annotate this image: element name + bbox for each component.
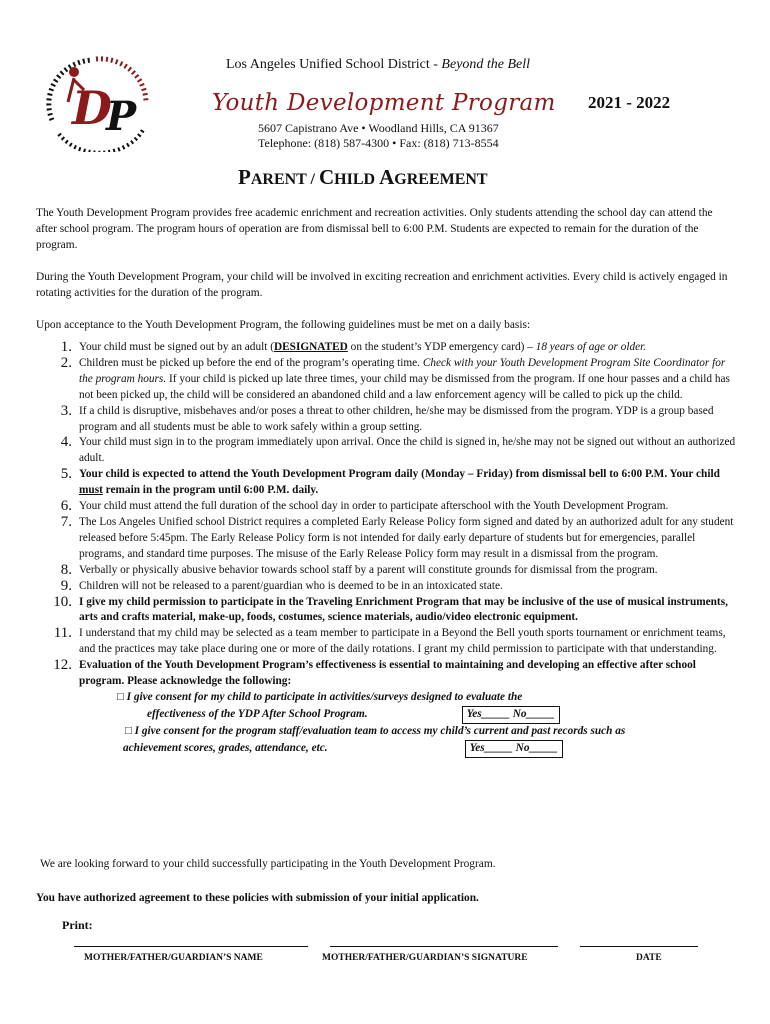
page-title: PARENT / CHILD AGREEMENT	[238, 165, 488, 189]
phone-fax: Telephone: (818) 587-4300 • Fax: (818) 713-8554	[258, 136, 499, 150]
list-item: 12. Evaluation of the Youth Development Program’s effectiveness is essential to maintaining and developing an effective after school program. Please acknowledge the following: □ I give consent for my child to participate in activities/surveys designed to evaluate the effectiveness of the YDP After School Program. Yes_____ No_____ □ I give consent for the program staff/evaluation team to access my child’s current and past records such as achievement scores, grades, attendance, etc. Yes_____ No_____	[36, 658, 736, 757]
name-line[interactable]	[74, 946, 308, 947]
list-item: 1. Your child must be signed out by an adult (DESIGNATED on the student’s YDP emergency card) – 18 years of age or older.	[60, 339, 647, 355]
name-label: MOTHER/FATHER/GUARDIAN’S NAME	[84, 953, 263, 963]
signature-label: MOTHER/FATHER/GUARDIAN’S SIGNATURE	[322, 953, 528, 963]
list-item: 6. Your child must attend the full duration of the school day in order to participate afterschool with the Youth Development Program.	[60, 498, 669, 515]
consent-survey-yes-no[interactable]: Yes_____ No_____	[462, 706, 560, 724]
list-item: 11. I understand that my child may be selected as a team member to participate in a Beyond the Bell youth sports tournament or enrichment teams, and the practices may take place during one or more of the daily rotations. I grant my child permission to participate with that understanding.	[53, 625, 726, 656]
list-item: 2. Children must be picked up before the end of the program’s operating time. Check with your Youth Development Program Site Coordinator for the program hours. If your child is picked up late three times, your child may be dismissed from the program. If one hour passes and a child has not been picked up, the child will be considered an abandoned child and a law enforcement agency will be called to pick up the child.	[60, 354, 730, 401]
ydp-logo	[34, 50, 160, 152]
address: 5607 Capistrano Ave • Woodland Hills, CA 91367	[258, 121, 499, 135]
authorized-text: You have authorized agreement to these policies with submission of your initial application.	[36, 892, 479, 904]
list-item: 7. The Los Angeles Unified school District requires a completed Early Release Policy form signed and dated by an authorized adult for any student released before 5:45pm. The Early Release Policy form is not intended for daily early departure of students but for emergencies, parallel programs, and standard time purposes. The misuse of the Early Release Policy form may result in a dismissal from the program.	[60, 513, 734, 560]
guidelines-list	[36, 340, 736, 758]
signature-line[interactable]	[330, 946, 558, 947]
consent-records[interactable]: □ I give consent for the program staff/evaluation team to access my child’s current and past records such as achievement scores, grades, attendance, etc. Yes_____ No_____	[79, 724, 736, 758]
list-item: 9. Children will not be released to a parent/guardian who is deemed to be in an intoxicated state.	[60, 577, 503, 594]
closing-text: We are looking forward to your child successfully participating in the Youth Development Program.	[40, 858, 496, 870]
consent-records-yes-no[interactable]: Yes_____ No_____	[465, 740, 563, 758]
list-item: 5. Your child is expected to attend the Youth Development Program daily (Monday – Friday) from dismissal bell to 6:00 P.M. Your child must remain in the program until 6:00 P.M. daily.	[60, 466, 720, 497]
svg-text:D: D	[72, 81, 112, 135]
address-block	[258, 121, 499, 151]
date-line[interactable]	[580, 946, 698, 947]
school-year: 2021 - 2022	[588, 93, 671, 112]
date-label: DATE	[636, 953, 662, 963]
guidelines-lead: Upon acceptance to the Youth Development Program, the following guidelines must be met on a daily basis:	[36, 319, 531, 331]
list-item: 8. Verbally or physically abusive behavior towards school staff by a parent will constitute grounds for dismissal from the program.	[60, 561, 658, 578]
district-name: Los Angeles Unified School District - Beyond the Bell	[226, 57, 531, 72]
consent-survey[interactable]: □ I give consent for my child to participate in activities/surveys designed to evaluate the effectiveness of the YDP After School Program. Yes_____ No_____	[79, 690, 736, 724]
list-item: 10. I give my child permission to participate in the Traveling Enrichment Program that may be inclusive of the use of musical instruments, arts and crafts material, make-up, foods, costumes, science materials, audio/video electronic equipment.	[53, 593, 728, 624]
print-label: Print:	[62, 918, 93, 932]
svg-text:P: P	[106, 93, 137, 140]
activities-paragraph: During the Youth Development Program, your child will be involved in exciting recreation and enrichment activities. Every child is actively engaged in rotating activities for the duration of the program.	[36, 271, 728, 299]
program-title: Youth Development Program	[212, 90, 556, 116]
list-item: 3. If a child is disruptive, misbehaves and/or poses a threat to other children, he/she may be dismissed from the program. YDP is a group based program and all students must be able to work safely within a group setting.	[60, 402, 714, 433]
intro-paragraph: The Youth Development Program provides free academic enrichment and recreation activities. Only students attending the school day can attend the after school program. The program hours of operation are from dismissal bell to 6:00 P.M. Students are expected to remain for the duration of the program.	[36, 207, 713, 251]
list-item: 4. Your child must sign in to the program immediately upon arrival. Once the child is signed in, he/she may not be signed out without an authorized adult.	[60, 434, 736, 465]
